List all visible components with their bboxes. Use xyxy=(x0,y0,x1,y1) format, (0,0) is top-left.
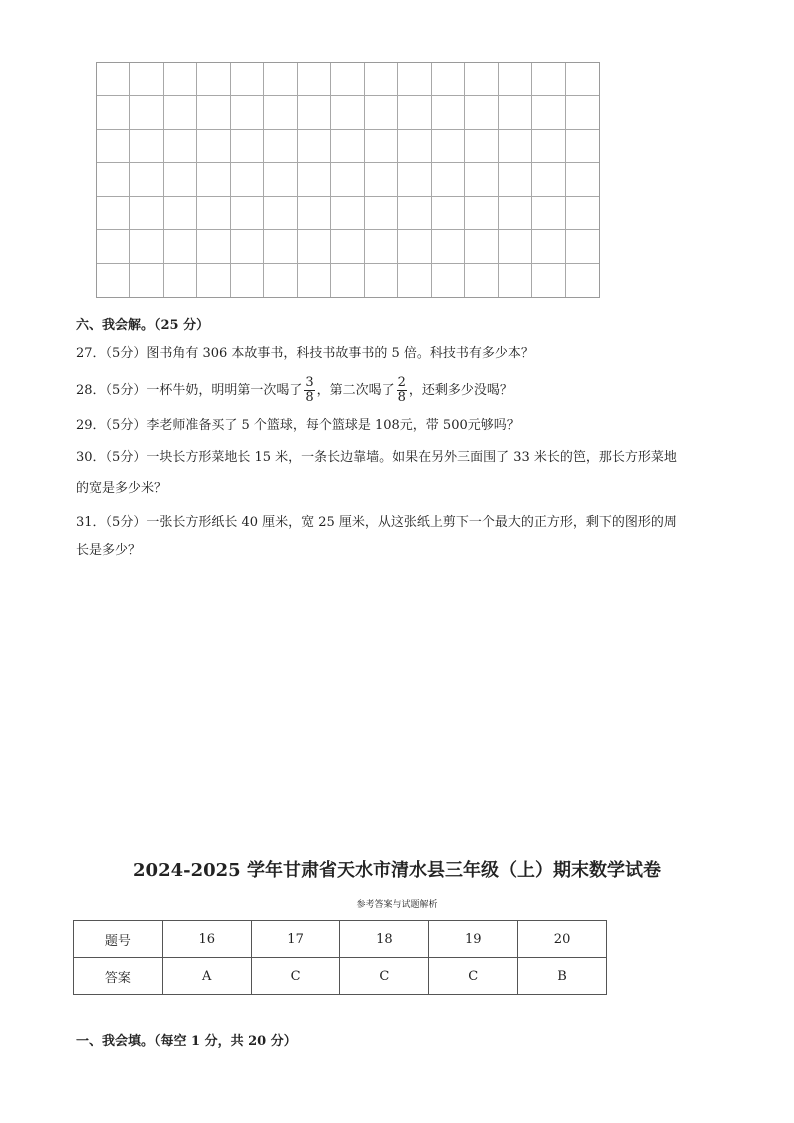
grid-cell xyxy=(130,264,163,297)
answer-table xyxy=(73,920,607,995)
grid-cell xyxy=(197,130,230,163)
grid-cell xyxy=(465,63,498,96)
grid-cell xyxy=(130,63,163,96)
grid-cell xyxy=(432,163,465,196)
grid-cell xyxy=(130,163,163,196)
question-number-cell: 20 xyxy=(518,921,607,958)
answer-table-answer-row xyxy=(74,958,607,995)
question-text-end: ，还剩多少没喝？ xyxy=(408,383,513,398)
grid-cell xyxy=(231,230,264,263)
question-31-continuation: 长是多少？ xyxy=(76,543,142,558)
grid-cell xyxy=(164,230,197,263)
grid-cell xyxy=(164,197,197,230)
grid-cell xyxy=(365,96,398,129)
grid-cell xyxy=(197,264,230,297)
answer-cell: C xyxy=(340,958,429,995)
grid-cell xyxy=(532,230,565,263)
question-number: 31． xyxy=(76,515,106,530)
question-text: （5分）一块长方形菜地长 15 米，一条长边靠墙。如果在另外三面围了 33 米长的笆，那长方形菜地 xyxy=(105,450,677,465)
row-label: 答案 xyxy=(74,958,163,995)
grid-cell xyxy=(499,63,532,96)
grid-cell xyxy=(130,130,163,163)
grid-cell xyxy=(298,197,331,230)
grid-cell xyxy=(164,264,197,297)
grid-cell xyxy=(566,197,599,230)
grid-cell xyxy=(264,63,297,96)
answer-cell: C xyxy=(251,958,340,995)
grid-cell xyxy=(398,197,431,230)
question-text: （5分）一张长方形纸长 40 厘米，宽 25 厘米，从这张纸上剪下一个最大的正方形，剩下的图形的周 xyxy=(105,515,677,530)
question-number-cell: 19 xyxy=(429,921,518,958)
grid-cell xyxy=(365,197,398,230)
grid-cell xyxy=(197,63,230,96)
grid-cell xyxy=(566,230,599,263)
fraction-denominator: 8 xyxy=(397,390,406,405)
grid-cell xyxy=(566,163,599,196)
grid-cell xyxy=(231,197,264,230)
answer-key-title: 2024-2025 学年甘肃省天水市清水县三年级（上）期末数学试卷 xyxy=(133,860,661,881)
question-28 xyxy=(76,376,513,405)
grid-cell xyxy=(97,264,130,297)
answer-table-header-row xyxy=(74,921,607,958)
fraction-denominator: 8 xyxy=(305,390,314,405)
answer-key-subtitle: 参考答案与试题解析 xyxy=(356,900,438,910)
grid-cell xyxy=(164,63,197,96)
grid-cell xyxy=(398,163,431,196)
question-number: 28． xyxy=(76,383,106,398)
grid-cell xyxy=(432,63,465,96)
grid-cell xyxy=(532,130,565,163)
grid-cell xyxy=(97,163,130,196)
grid-cell xyxy=(465,197,498,230)
fraction-numerator: 3 xyxy=(305,375,314,390)
grid-cell xyxy=(465,230,498,263)
grid-cell xyxy=(264,197,297,230)
grid-cell xyxy=(398,63,431,96)
grid-cell xyxy=(231,163,264,196)
grid-cell xyxy=(499,264,532,297)
grid-cell xyxy=(465,163,498,196)
grid-cell xyxy=(298,264,331,297)
grid-cell xyxy=(264,130,297,163)
grid-cell xyxy=(97,230,130,263)
grid-cell xyxy=(566,96,599,129)
answer-cell: A xyxy=(162,958,251,995)
grid-cell xyxy=(331,63,364,96)
grid-cell xyxy=(97,63,130,96)
grid-cell xyxy=(566,264,599,297)
grid-cell xyxy=(331,96,364,129)
grid-cell xyxy=(264,230,297,263)
question-29 xyxy=(76,418,520,434)
question-text-middle: ，第二次喝了 xyxy=(316,383,395,398)
answer-cell: B xyxy=(518,958,607,995)
grid-cell xyxy=(231,96,264,129)
grid-cell xyxy=(97,96,130,129)
grid-cell xyxy=(465,130,498,163)
question-27 xyxy=(76,346,534,362)
grid-cell xyxy=(298,163,331,196)
grid-cell xyxy=(398,96,431,129)
grid-cell xyxy=(298,130,331,163)
fraction-2-8 xyxy=(397,376,407,405)
grid-cell xyxy=(164,163,197,196)
grid-cell xyxy=(365,264,398,297)
grid-cell xyxy=(298,230,331,263)
grid-cell xyxy=(197,197,230,230)
fraction-3-8 xyxy=(304,376,314,405)
grid-cell xyxy=(499,163,532,196)
grid-cell xyxy=(164,130,197,163)
grid-cell xyxy=(197,163,230,196)
grid-cell xyxy=(197,96,230,129)
grid-cell xyxy=(331,130,364,163)
grid-cell xyxy=(566,130,599,163)
question-text: （5分）图书角有 306 本故事书，科技书故事书的 5 倍。科技书有多少本？ xyxy=(105,346,534,361)
grid-cell xyxy=(499,130,532,163)
question-30-continuation: 的宽是多少米？ xyxy=(76,481,168,496)
question-number-cell: 16 xyxy=(162,921,251,958)
grid-cell xyxy=(97,130,130,163)
grid-cell xyxy=(331,264,364,297)
grid-cell xyxy=(97,197,130,230)
grid-cell xyxy=(532,197,565,230)
grid-cell xyxy=(231,130,264,163)
grid-cell xyxy=(197,230,230,263)
grid-cell xyxy=(331,163,364,196)
grid-cell xyxy=(465,96,498,129)
grid-cell xyxy=(499,96,532,129)
grid-cell xyxy=(298,63,331,96)
writing-grid xyxy=(96,62,600,298)
grid-cell xyxy=(532,264,565,297)
grid-cell xyxy=(566,63,599,96)
grid-cell xyxy=(532,96,565,129)
question-number: 30． xyxy=(76,450,106,465)
grid-cell xyxy=(231,63,264,96)
grid-cell xyxy=(298,96,331,129)
grid-cell xyxy=(432,130,465,163)
grid-cell xyxy=(398,230,431,263)
grid-cell xyxy=(499,230,532,263)
grid-cell xyxy=(264,264,297,297)
question-number: 27． xyxy=(76,346,106,361)
grid-cell xyxy=(365,63,398,96)
grid-cell xyxy=(432,96,465,129)
grid-cell xyxy=(365,130,398,163)
question-number-cell: 17 xyxy=(251,921,340,958)
grid-cell xyxy=(532,163,565,196)
grid-cell xyxy=(130,197,163,230)
grid-cell xyxy=(164,96,197,129)
grid-cell xyxy=(532,63,565,96)
grid-cell xyxy=(365,230,398,263)
question-30 xyxy=(76,450,677,466)
grid-cell xyxy=(432,230,465,263)
question-number: 29． xyxy=(76,418,106,433)
grid-cell xyxy=(398,264,431,297)
grid-cell xyxy=(499,197,532,230)
grid-cell xyxy=(398,130,431,163)
grid-cell xyxy=(130,230,163,263)
grid-cell xyxy=(331,197,364,230)
grid-cell xyxy=(331,230,364,263)
answer-cell: C xyxy=(429,958,518,995)
grid-cell xyxy=(432,264,465,297)
section-1-heading: 一、我会填。（每空 1 分，共 20 分） xyxy=(76,1034,297,1049)
row-label: 题号 xyxy=(74,921,163,958)
question-text: （5分）李老师准备买了 5 个篮球，每个篮球是 108元，带 500元够吗？ xyxy=(105,418,520,433)
question-number-cell: 18 xyxy=(340,921,429,958)
question-text: （5分）一杯牛奶，明明第一次喝了 xyxy=(105,383,303,398)
section-6-heading: 六、我会解。（25 分） xyxy=(76,318,210,333)
grid-cell xyxy=(365,163,398,196)
grid-cell xyxy=(130,96,163,129)
grid-cell xyxy=(264,163,297,196)
grid-cell xyxy=(432,197,465,230)
grid-cell xyxy=(465,264,498,297)
grid-cell xyxy=(231,264,264,297)
question-31 xyxy=(76,515,677,531)
fraction-numerator: 2 xyxy=(397,375,406,390)
grid-cell xyxy=(264,96,297,129)
